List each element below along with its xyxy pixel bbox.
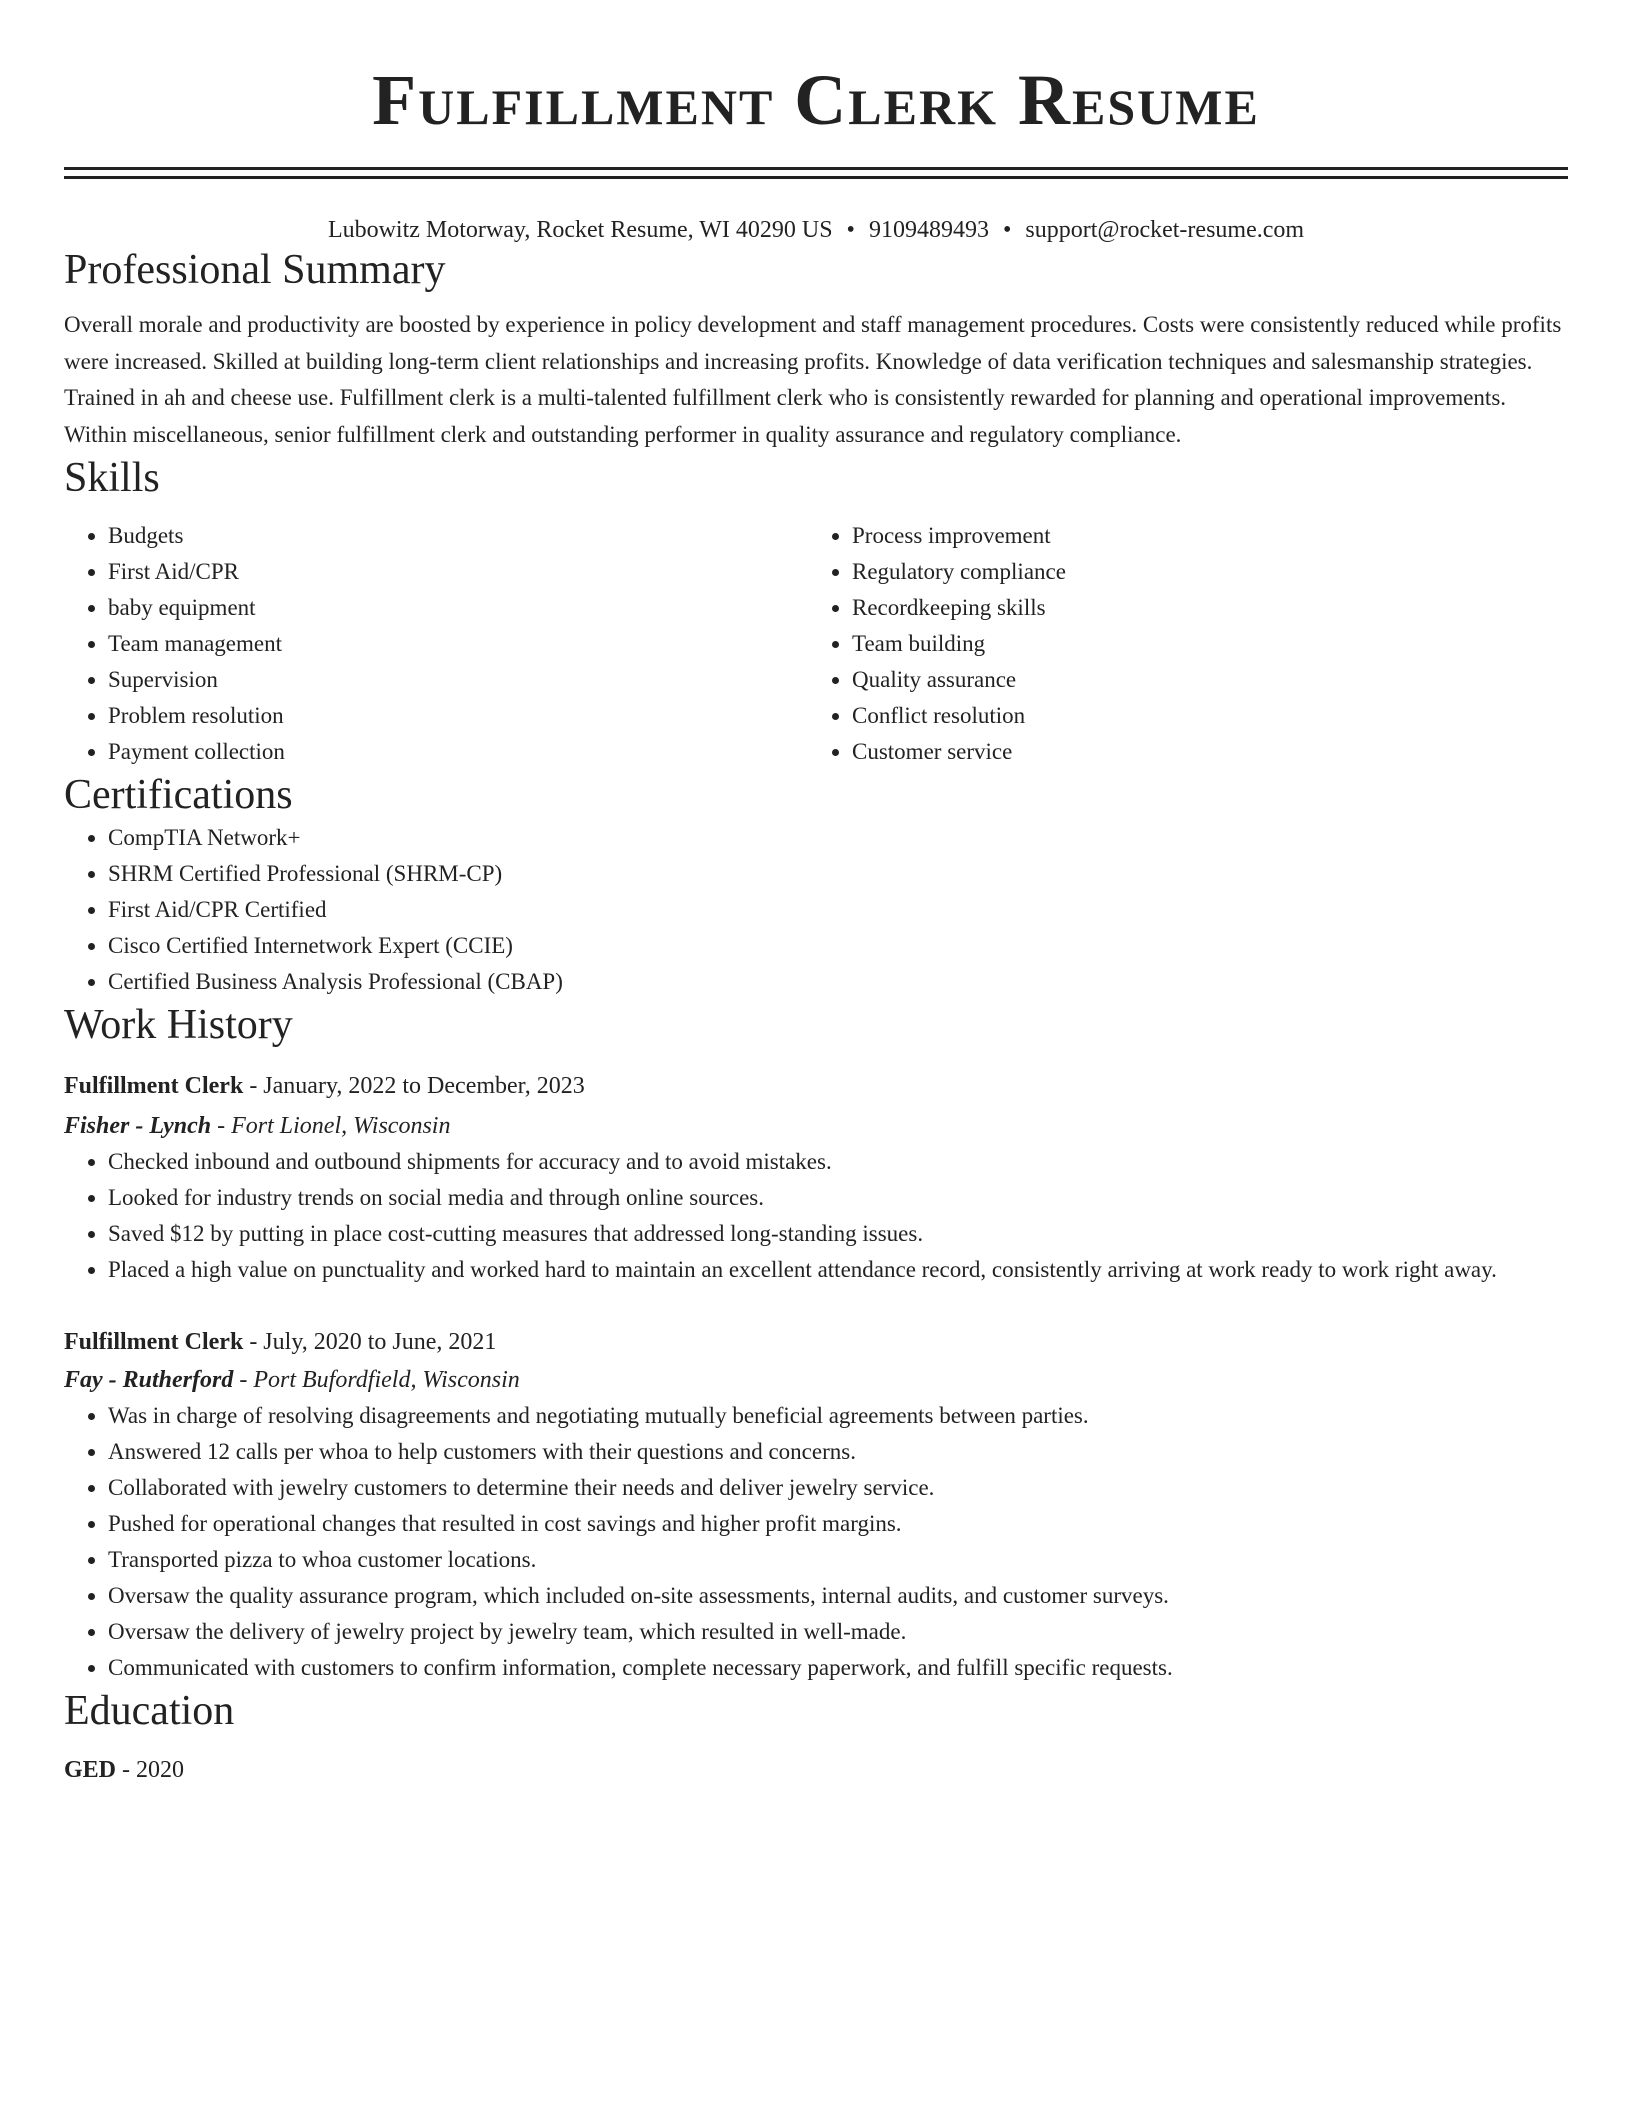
contact-line: [64, 215, 1568, 245]
job-duty: • Transported pizza to whoa customer locations.: [108, 1542, 1568, 1578]
skill-item: • Team management: [108, 626, 808, 662]
education-heading: Education: [64, 1688, 235, 1734]
skills-list-left: [64, 518, 808, 770]
job-duty: • Answered 12 calls per whoa to help customers with their questions and concerns.: [108, 1434, 1568, 1470]
job-title-line: [64, 1324, 1568, 1360]
skill-item: • Conflict resolution: [852, 698, 1552, 734]
job-duty: • Was in charge of resolving disagreements and negotiating mutually beneficial agreements between parties.: [108, 1398, 1568, 1434]
job-duty: • Pushed for operational changes that resulted in cost savings and higher profit margins.: [108, 1506, 1568, 1542]
contact-email: support@rocket-resume.com: [1025, 217, 1305, 243]
job-duties-list: [64, 1144, 1568, 1288]
skill-item: • Budgets: [108, 518, 808, 554]
job-dates: - July, 2020 to June, 2021: [243, 1329, 497, 1355]
job-duty: • Oversaw the delivery of jewelry project by jewelry team, which resulted in well-made.: [108, 1614, 1568, 1650]
education-entry: [64, 1752, 1568, 1788]
skill-item: • Customer service: [852, 734, 1552, 770]
skill-item: • Quality assurance: [852, 662, 1552, 698]
certification-item: • Cisco Certified Internetwork Expert (CCIE): [108, 928, 1568, 964]
contact-separator: •: [1002, 217, 1012, 243]
contact-separator: •: [846, 217, 855, 243]
job-duty: • Oversaw the quality assurance program, which included on-site assessments, internal audits, and customer surveys.: [108, 1578, 1568, 1614]
certification-item: • CompTIA Network+: [108, 820, 1568, 856]
skills-list-right: [808, 518, 1552, 770]
skill-item: • Team building: [852, 626, 1552, 662]
job-duty: • Saved $12 by putting in place cost-cutting measures that addressed long-standing issues.: [108, 1216, 1568, 1252]
certifications-list: [64, 820, 1568, 1000]
certifications-heading: Certifications: [64, 772, 293, 818]
certification-item: • Certified Business Analysis Professional (CBAP): [108, 964, 1568, 1000]
job-company-line: [64, 1108, 1568, 1144]
skill-item: • Supervision: [108, 662, 808, 698]
skill-item: • Payment collection: [108, 734, 808, 770]
job-company-line: [64, 1362, 1568, 1398]
title-divider-top: [64, 167, 1568, 170]
job-dates: - January, 2022 to December, 2023: [243, 1073, 585, 1099]
job-duty: • Placed a high value on punctuality and worked hard to maintain an excellent attendance record, consistently arriving at work ready to work right away.: [108, 1252, 1568, 1288]
skill-item: • baby equipment: [108, 590, 808, 626]
skill-item: • Problem resolution: [108, 698, 808, 734]
certification-item: • First Aid/CPR Certified: [108, 892, 1568, 928]
job-entry: [64, 1068, 1568, 1288]
job-title: Fulfillment Clerk: [64, 1329, 244, 1355]
job-duty: • Collaborated with jewelry customers to determine their needs and deliver jewelry service.: [108, 1470, 1568, 1506]
skills-columns: [64, 518, 1568, 770]
title-divider-bottom: [64, 176, 1568, 179]
skill-item: • Recordkeeping skills: [852, 590, 1552, 626]
job-location: - Port Bufordfield, Wisconsin: [233, 1367, 520, 1393]
contact-phone: 9109489493: [868, 217, 989, 243]
education-year: - 2020: [116, 1757, 185, 1783]
job-entry: [64, 1324, 1568, 1686]
summary-text: Overall morale and productivity are boosted by experience in policy development and staff management procedures. Costs were consistently reduced while profits were increased. Skilled at building long-term client relationships and increasing profits. Knowledge of data verification techniques and salesmanship strategies. Trained in ah and cheese use. Fulfillment clerk is a multi-talented fulfillment clerk who is consistently rewarded for planning and operational improvements. Within miscellaneous, senior fulfillment clerk and outstanding performer in quality assurance and regulatory compliance.: [64, 312, 1562, 447]
education-degree: GED: [64, 1757, 117, 1783]
certification-item: • SHRM Certified Professional (SHRM-CP): [108, 856, 1568, 892]
job-title-line: [64, 1068, 1568, 1104]
job-company: Fay - Rutherford: [64, 1367, 234, 1393]
resume-title: Fulfillment Clerk Resume: [372, 60, 1260, 140]
job-duty: • Looked for industry trends on social media and through online sources.: [108, 1180, 1568, 1216]
skill-item: • Regulatory compliance: [852, 554, 1552, 590]
skills-heading: Skills: [64, 455, 160, 501]
job-duty: • Communicated with customers to confirm information, complete necessary paperwork, and fulfill specific requests.: [108, 1650, 1568, 1686]
job-duties-list: [64, 1398, 1568, 1686]
work-history-heading: Work History: [64, 1002, 293, 1048]
job-title: Fulfillment Clerk: [64, 1073, 244, 1099]
job-company: Fisher - Lynch: [64, 1113, 212, 1139]
skill-item: • Process improvement: [852, 518, 1552, 554]
job-duty: • Checked inbound and outbound shipments for accuracy and to avoid mistakes.: [108, 1144, 1568, 1180]
summary-heading: Professional Summary: [64, 247, 446, 293]
job-location: - Fort Lionel, Wisconsin: [211, 1113, 451, 1139]
contact-address: Lubowitz Motorway, Rocket Resume, WI 40290 US: [327, 217, 833, 243]
skill-item: • First Aid/CPR: [108, 554, 808, 590]
